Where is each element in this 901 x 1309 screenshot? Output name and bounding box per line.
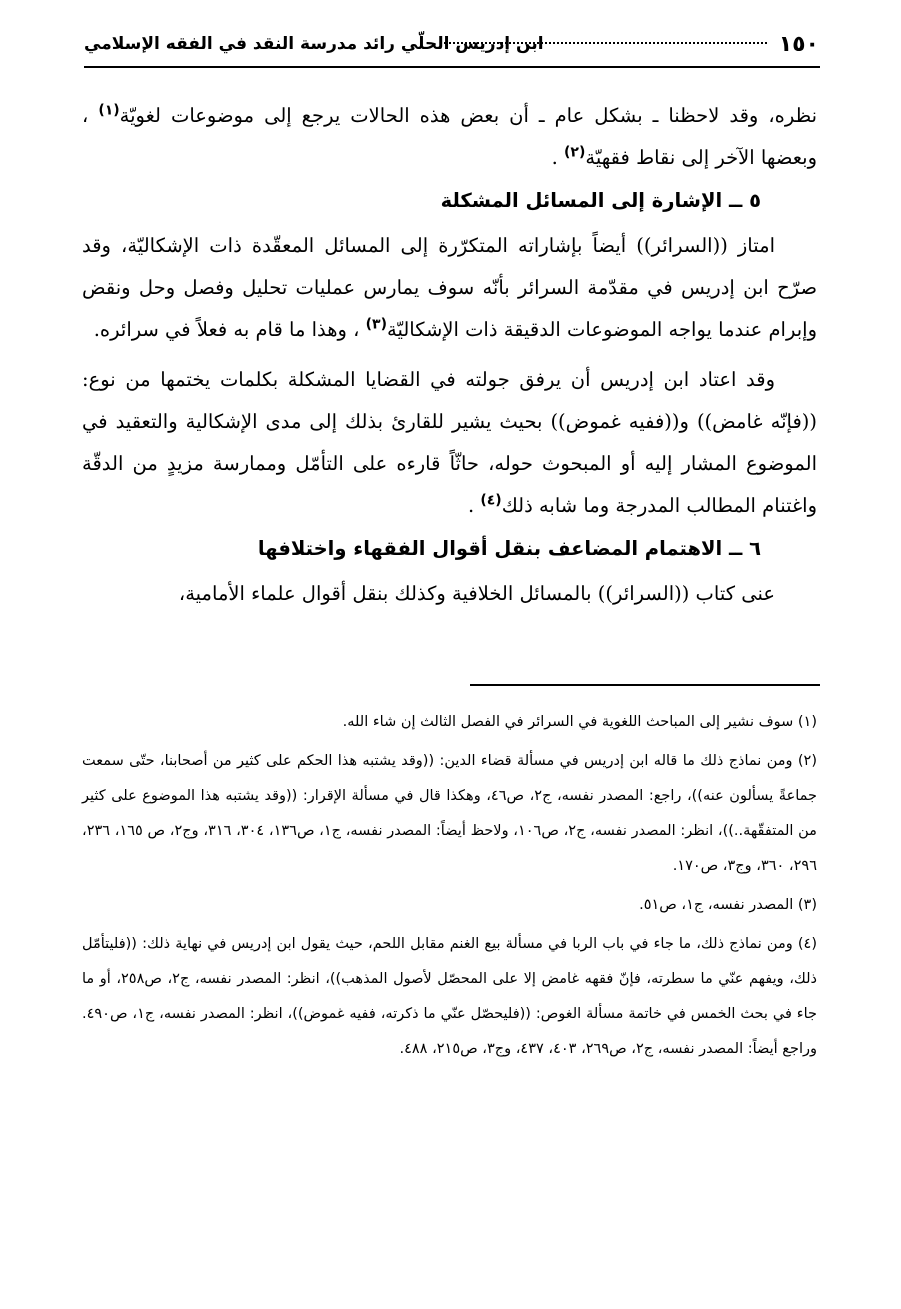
section-heading-5: ٥ ــ الإشارة إلى المسائل المشكلة xyxy=(440,189,761,212)
paragraph-jurist-opinions: عنى كتاب ((السرائر)) بالمسائل الخلافية وكذلك بنقل أقوال علماء الأمامية، xyxy=(178,582,775,605)
paragraph-ambiguity-phrases: وقد اعتاد ابن إدريس أن يرفق جولته في القضايا المشكلة بكلمات يختمها من نوع: ((فإنّه غامض)) و((ففيه غموض)) بحيث يشير للقارئ بذلك إلى مدى الإشكالية والتعقيد في الموضوع المشار إليه أو المبحوث حوله، حاثّاً قارءه على التأمّل وممارسة مزيدٍ من الدقّة واغتنام المطالب المدرجة وما شابه ذلك$^{(٤)}$ . xyxy=(82,368,817,517)
footnote-ref-1[interactable]: (١) xyxy=(98,102,120,119)
footnotes xyxy=(82,705,817,1071)
running-title: ابن إدريس الحلّي رائد مدرسة النقد في الفقه الإسلامي xyxy=(84,34,544,54)
footnote-separator xyxy=(470,684,820,686)
paragraph-problematic-issues: امتاز ((السرائر)) أيضاً بإشاراته المتكرّرة إلى المسائل المعقّدة ذات الإشكاليّة، وقد صرّح ابن إدريس في مقدّمة السرائر بأنّه سوف يمارس عمليات تحليل وفصل وحل ونقض وإبرام عندما يواجه الموضوعات الدقيقة ذات الإشكاليّة$^{(٣)}$ ، وهذا ما قام به فعلاً في سرائره. xyxy=(82,234,817,341)
footnote-ref-2[interactable]: (٢) xyxy=(564,144,586,161)
footnote-ref-4[interactable]: (٤) xyxy=(480,492,502,509)
footnote-ref-3[interactable]: (٣) xyxy=(365,316,387,333)
page-header xyxy=(84,30,819,64)
section-heading-6: ٦ ــ الاهتمام المضاعف بنقل أقوال الفقهاء واختلافها xyxy=(257,537,761,560)
header-rule xyxy=(84,66,820,68)
paragraph-continuation: نظره، وقد لاحظنا ـ بشكل عام ـ أن بعض هذه الحالات يرجع إلى موضوعات لغويّة$^{(١)}$ ، وبعضها الآخر إلى نقاط فقهيّة$^{(٢)}$ . xyxy=(82,102,818,169)
page-number: ١٥٠ xyxy=(778,32,819,57)
footnote-1: (١) سوف نشير إلى المباحث اللغوية في السرائر في الفصل الثالث إن شاء الله. xyxy=(342,714,817,730)
main-text xyxy=(82,95,817,615)
footnote-3: (٣) المصدر نفسه، ج١، ص٥١. xyxy=(639,897,817,913)
footnote-4: (٤) ومن نماذج ذلك، ما جاء في باب الربا في مسألة بيع الغنم مقابل اللحم، حيث يقول ابن إدريس في نهاية ذلك: ((فليتأمّل ذلك، ويفهم عنّي ما سطرته، فإنّ فقهه غامض إلا على المحصّل لأصول المذهب))، انظر: المصدر نفسه، ج٢، ص٢٥٨، أو ما جاء في بحث الخمس في خاتمة مسألة الغوص: ((فليحصّل عنّي ما ذكرته، ففيه غموض))، انظر: المصدر نفسه، ج١، ص٤٩٠. وراجع أيضاً: المصدر نفسه، ج٢، ص٢٦٩، ٤٠٣، ٤٣٧، وج٣، ص٢١٥، ٤٨٨. xyxy=(82,936,817,1057)
footnote-2: (٢) ومن نماذج ذلك ما قاله ابن إدريس في مسألة قضاء الدين: ((وقد يشتبه هذا الحكم على كثير من أصحابنا، حتّى سمعت جماعةً يسألون عنه))، راجع: المصدر نفسه، ج٢، ص٤٦، وهكذا قال في مسألة الإقرار: ((وقد يشتبه هذا الموضوع على كثير من المتفقّهة..))، انظر: المصدر نفسه، ج٢، ص١٠٦، ولاحظ أيضاً: المصدر نفسه، ج١، ص١٣٦، ٣٠٤، ٣١٦، وج٢، ص ١٦٥، ٢٣٦، ٢٩٦، ٣٦٠، وج٣، ص١٧٠. xyxy=(82,753,817,874)
